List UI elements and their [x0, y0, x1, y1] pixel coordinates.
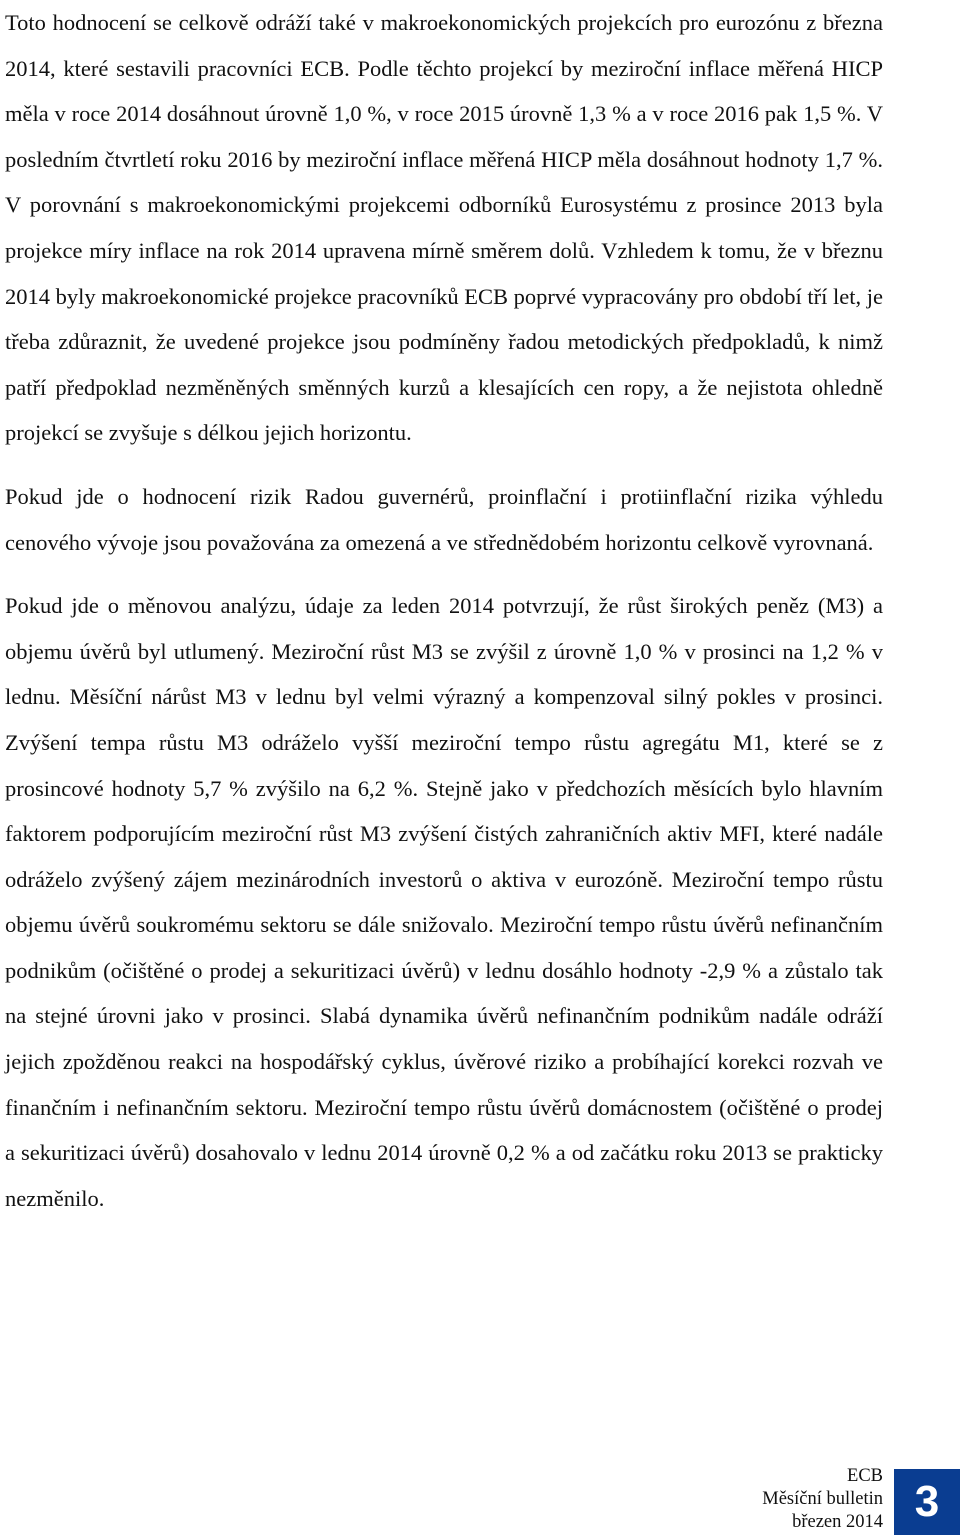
- paragraph-inflation-projections: Toto hodnocení se celkově odráží také v makroekonomických projekcích pro eurozónu z března 2014, které sestavili pracovníci ECB. Podle těchto projekcí by meziroční inflace měřená HICP měla v roce 2014 dosáhnout úrovně 1,0 %, v roce 2015 úrovně 1,3 % a v roce 2016 pak 1,5 %. V posledním čtvrtletí roku 2016 by meziroční inflace měřená HICP měla dosáhnout hodnoty 1,7 %. V porovnání s makroekonomickými projekcemi odborníků Eurosystému z prosince 2013 byla projekce míry inflace na rok 2014 upravena mírně směrem dolů. Vzhledem k tomu, že v březnu 2014 byly makroekonomické projekce pracovníků ECB poprvé vypracovány pro období tří let, je třeba zdůraznit, že uvedené projekce jsou podmíněny řadou metodických předpokladů, k nimž patří předpoklad nezměněných směnných kurzů a klesajících cen ropy, a že nejistota ohledně projekcí se zvyšuje s délkou jejich horizontu.: [5, 10, 883, 446]
- page-footer: [725, 1465, 960, 1535]
- footer-institution: ECB: [847, 1466, 883, 1486]
- footer-publication: Měsíční bulletin: [762, 1489, 883, 1509]
- footer-issue: březen 2014: [792, 1512, 883, 1532]
- page-number-badge: 3: [894, 1469, 960, 1535]
- paragraph-monetary-analysis: Pokud jde o měnovou analýzu, údaje za leden 2014 potvrzují, že růst širokých peněz (M3) a objemu úvěrů byl utlumený. Meziroční růst M3 se zvýšil z úrovně 1,0 % v prosinci na 1,2 % v lednu. Měsíční nárůst M3 v lednu byl velmi výrazný a kompenzoval silný pokles v prosinci. Zvýšení tempa růstu M3 odráželo vyšší meziroční tempo růstu agregátu M1, které se z prosincové hodnoty 5,7 % zvýšilo na 6,2 %. Stejně jako v předchozích měsících bylo hlavním faktorem podporujícím meziroční růst M3 zvýšení čistých zahraničních aktiv MFI, které nadále odráželo zvýšený zájem mezinárodních investorů o aktiva v eurozóně. Meziroční tempo růstu objemu úvěrů soukromému sektoru se dále snižovalo. Meziroční tempo růstu úvěrů nefinančním podnikům (očištěné o prodej a sekuritizaci úvěrů) v lednu dosáhlo hodnoty -2,9 % a zůstalo tak na stejné úrovni jako v prosinci. Slabá dynamika úvěrů nefinančním podnikům nadále odráží jejich zpožděnou reakci na hospodářský cyklus, úvěrové riziko a probíhající korekci rozvah ve finančním i nefinančním sektoru. Meziroční tempo růstu úvěrů domácnostem (očištěné o prodej a sekuritizaci úvěrů) dosahovalo v lednu 2014 úrovně 0,2 % a od začátku roku 2013 se prakticky nezměnilo.: [5, 593, 883, 1211]
- footer-publication-info: [762, 1465, 883, 1534]
- paragraph-risk-assessment: Pokud jde o hodnocení rizik Radou guvernérů, proinflační i protiinflační rizika výhledu cenového vývoje jsou považována za omezená a ve střednědobém horizontu celkově vyrovnaná.: [5, 483, 883, 555]
- document-body: [5, 0, 883, 1221]
